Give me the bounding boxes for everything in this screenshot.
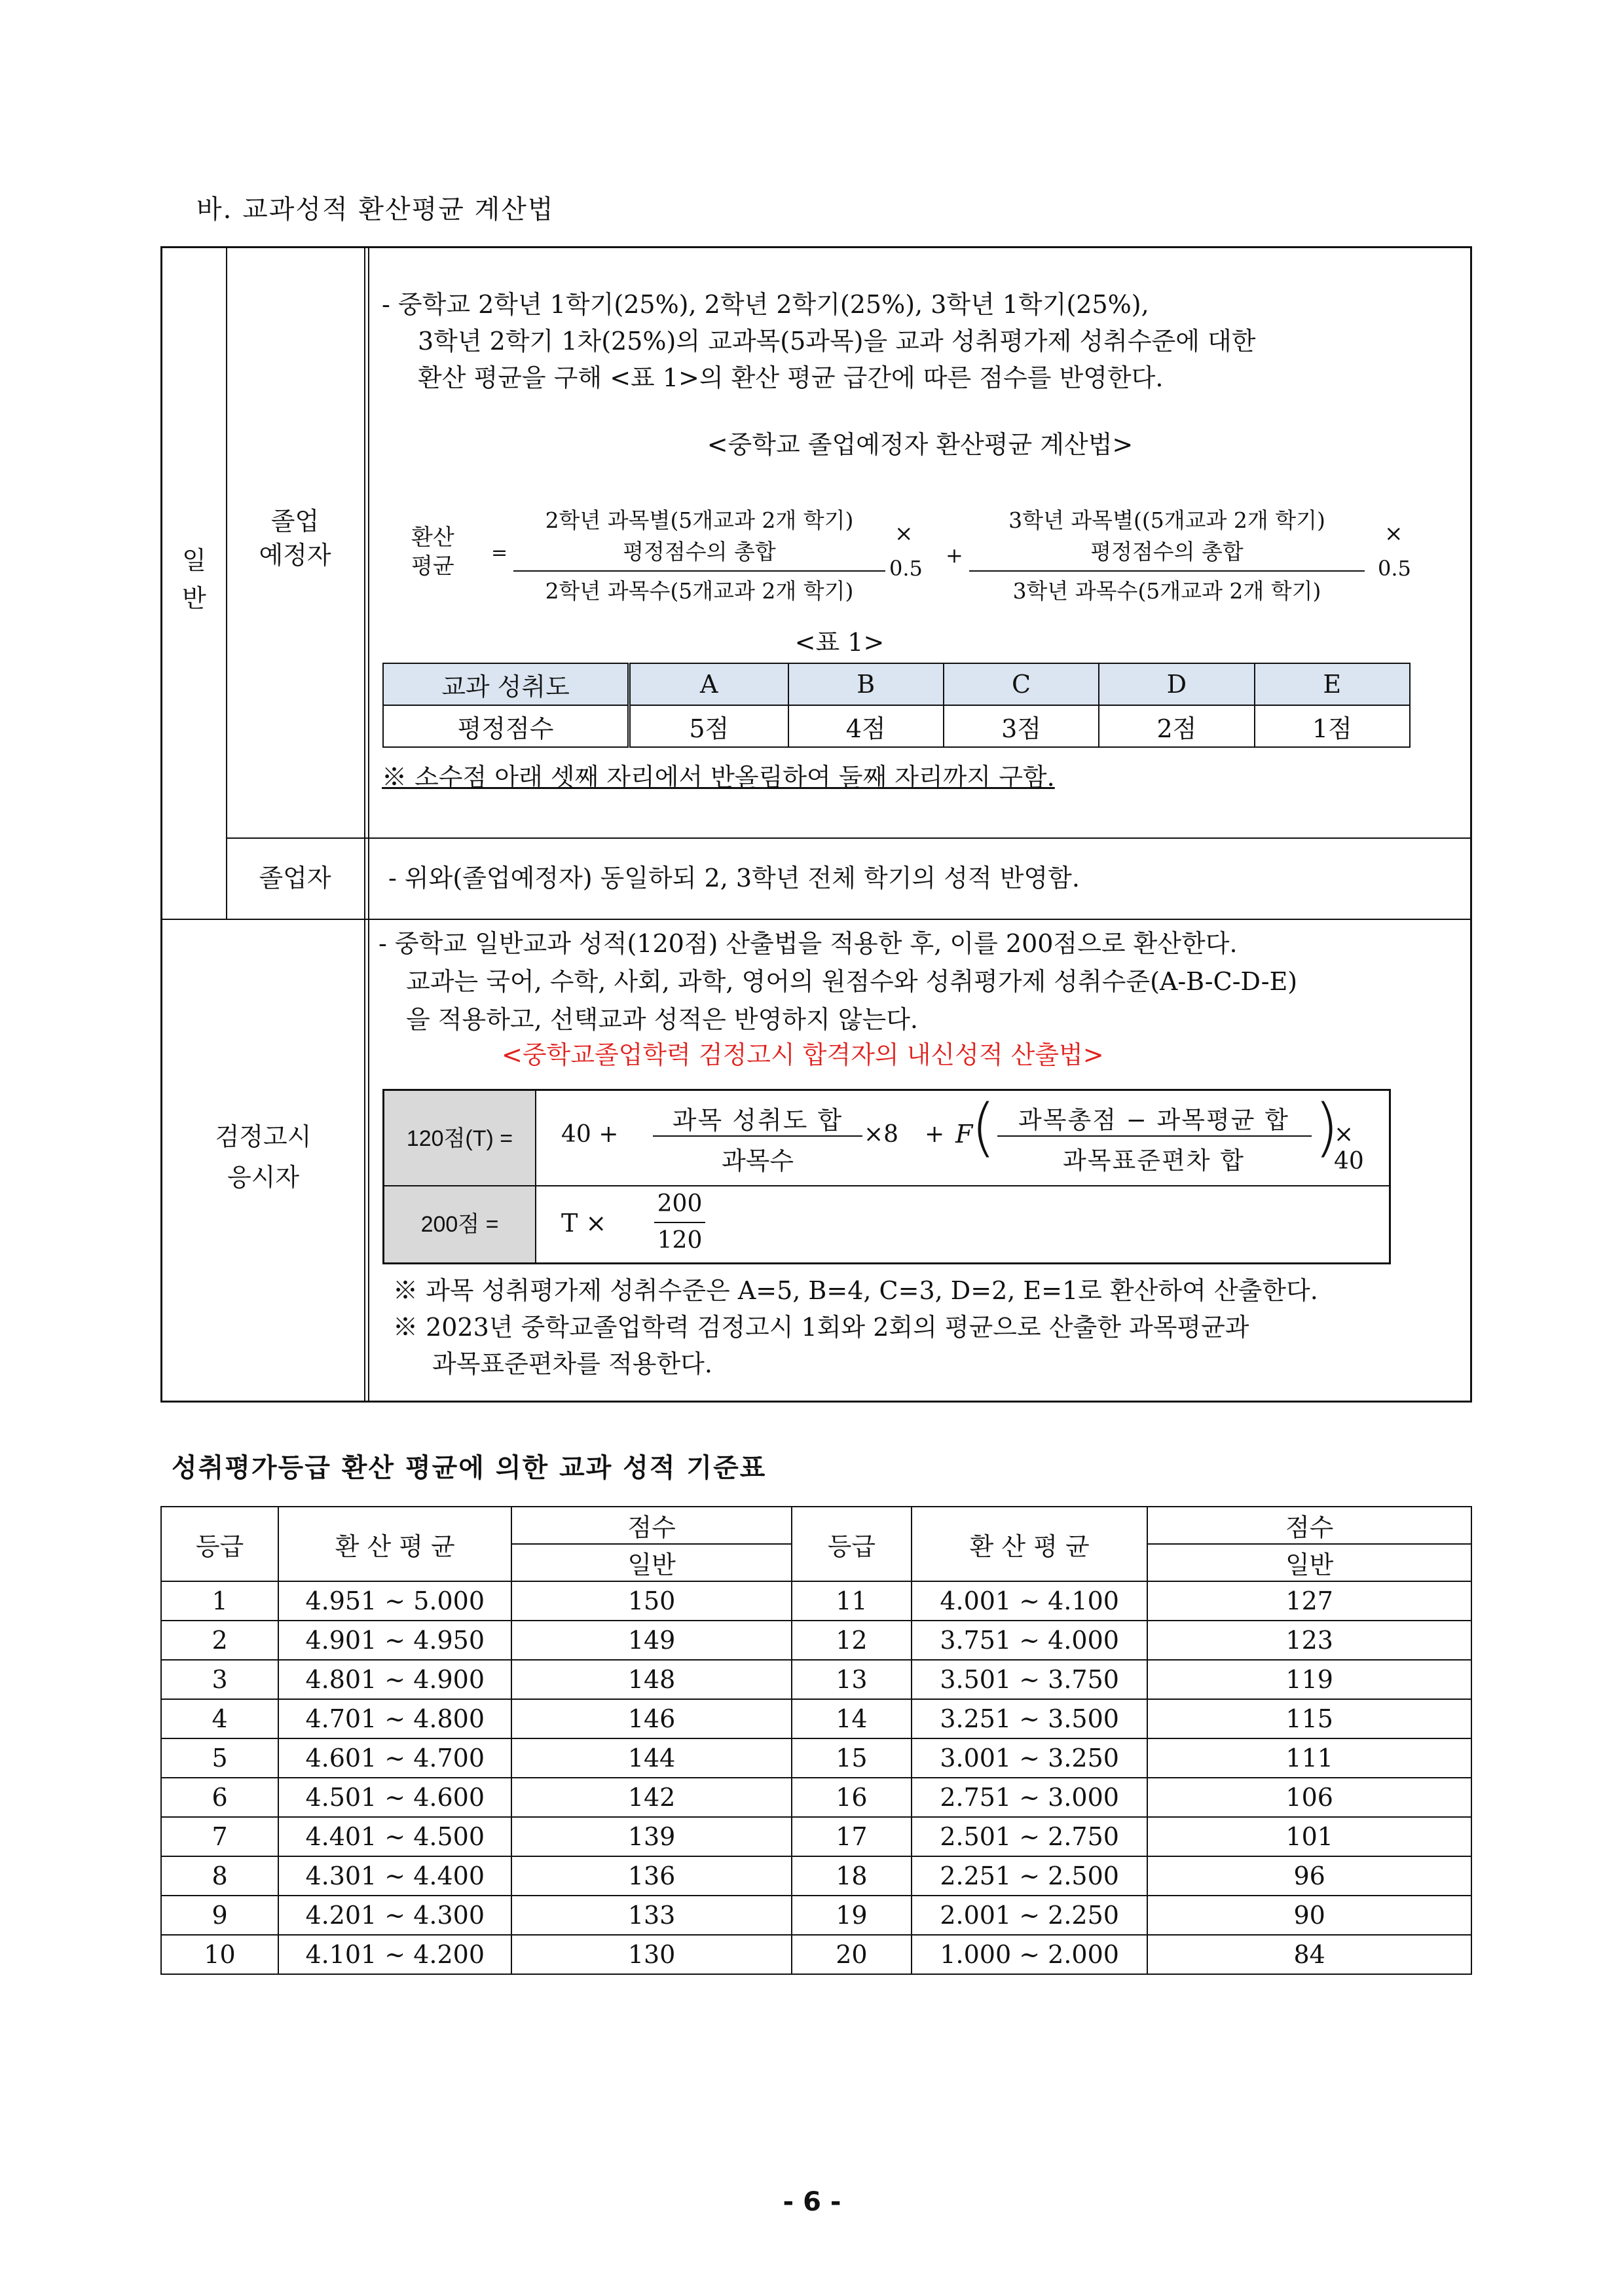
divider [226,837,1472,839]
times-sign: × [1384,521,1403,547]
table-cell: 111 [1147,1738,1471,1778]
table-cell: 12 [792,1621,912,1660]
equals-sign: = [491,542,508,564]
fraction2-numerator [969,505,1365,568]
table-row [161,1699,1471,1738]
table-row [161,1896,1471,1935]
table-cell: 4.301 ~ 4.400 [278,1856,511,1896]
table-cell: 3.501 ~ 3.750 [912,1660,1147,1699]
table-cell: 146 [511,1699,791,1738]
formula-title: <중학교 졸업예정자 환산평균 계산법> [707,430,1134,459]
table-cell: 16 [792,1778,912,1817]
table-cell: 3.251 ~ 3.500 [912,1699,1147,1738]
ged-red-title: <중학교졸업학력 검정고시 합격자의 내신성적 산출법> [502,1040,1104,1069]
table-header-row [383,663,1410,705]
header-cell: 일반 [511,1544,791,1581]
header-cell: 환 산 평 균 [912,1507,1147,1581]
table-cell: 90 [1147,1896,1471,1935]
table-cell: 101 [1147,1817,1471,1856]
f1-times40: × 40 [1334,1121,1364,1175]
header-cell: 등급 [792,1507,912,1581]
ged-note3: 과목표준편차를 적용한다. [432,1349,712,1378]
row-label-ged: 검정고시 [215,1122,312,1151]
f1-times8: ×8 [864,1121,899,1148]
divider [162,919,1472,920]
f1-numerator: 과목 성취도 합 [672,1106,843,1135]
table-cell: 4.951 ~ 5.000 [278,1581,511,1621]
table-cell: 6 [161,1778,278,1817]
table-cell: 4.701 ~ 4.800 [278,1699,511,1738]
table-cell: B [788,663,944,705]
table-row [161,1817,1471,1856]
table-row [161,1856,1471,1896]
table-cell: 127 [1147,1581,1471,1621]
table-cell: 3.751 ~ 4.000 [912,1621,1147,1660]
table-cell: 150 [511,1581,791,1621]
numerator-line: 평정점수의 총합 [623,539,776,564]
ged-line3: 을 적용하고, 선택교과 성적은 반영하지 않는다. [406,1005,919,1034]
header-cell: 점수 [1147,1507,1471,1544]
table-cell: 4.201 ~ 4.300 [278,1896,511,1935]
formula-label-200: 200점 = [384,1186,536,1262]
f2-T: T × [561,1209,607,1238]
table-row [383,705,1410,747]
table-row [161,1581,1471,1621]
f2-denominator: 120 [657,1227,703,1254]
table-cell: 142 [511,1778,791,1817]
table-cell: 2.501 ~ 2.750 [912,1817,1147,1856]
table-row [161,1738,1471,1778]
fraction-bar [653,1135,862,1137]
table-cell: 4.901 ~ 4.950 [278,1621,511,1660]
weight: 0.5 [1378,556,1411,581]
table-row [161,1621,1471,1660]
table-cell: 1점 [1255,705,1410,747]
table-cell: 3.001 ~ 3.250 [912,1738,1147,1778]
table-cell: C [944,663,1099,705]
f1-const: 40 + [561,1121,619,1148]
fraction-bar [997,1135,1312,1137]
grade-table [160,1506,1472,1975]
table-cell: 4.101 ~ 4.200 [278,1935,511,1974]
header-cell: 등급 [161,1507,278,1581]
table-cell: 148 [511,1660,791,1699]
divider [536,1185,1391,1186]
page-number: - 6 - [783,2187,841,2217]
table-cell: 17 [792,1817,912,1856]
table-cell: 144 [511,1738,791,1778]
table-cell: 15 [792,1738,912,1778]
fraction-bar [969,570,1365,572]
grade-table-title: 성취평가등급 환산 평균에 의한 교과 성적 기준표 [172,1453,767,1483]
divider [368,248,369,1401]
table-cell: 4 [161,1699,278,1738]
table-cell: 4.001 ~ 4.100 [912,1581,1147,1621]
f1-inner-numerator: 과목총점 − 과목평균 합 [1018,1106,1289,1134]
table-cell: 4.501 ~ 4.600 [278,1778,511,1817]
f1-plus: + [925,1121,945,1148]
table-cell: 20 [792,1935,912,1974]
table-caption: <표 1> [794,628,885,657]
table-cell: 2.751 ~ 3.000 [912,1778,1147,1817]
formula-label-120: 120점(T) = [384,1091,536,1186]
table-cell: 5점 [629,705,788,747]
achievement-table [382,663,1411,748]
lhs-line: 환산 [411,525,454,550]
section-heading: 바. 교과성적 환산평균 계산법 [196,194,555,225]
table-cell: 14 [792,1699,912,1738]
row-label-ged: 응시자 [227,1163,300,1192]
right-paren: ) [1314,1091,1339,1164]
table-cell: D [1099,663,1254,705]
table-cell: 평정점수 [383,705,629,747]
row-label-prospective: 졸업 [270,507,320,536]
table-cell: 9 [161,1896,278,1935]
numerator-line: 평정점수의 총합 [1090,539,1244,564]
table-cell: 2.001 ~ 2.250 [912,1896,1147,1935]
table-cell: 4점 [788,705,944,747]
fraction1-denominator: 2학년 과목수(5개교과 2개 학기) [545,578,854,604]
numerator-line: 2학년 과목별(5개교과 2개 학기) [545,507,854,533]
weight: 0.5 [889,556,923,581]
table-header-row [161,1507,1471,1544]
table-cell: 4.601 ~ 4.700 [278,1738,511,1778]
table-cell: 136 [511,1856,791,1896]
fraction1-numerator [513,505,885,568]
header-cell: 일반 [1147,1544,1471,1581]
table-cell: 119 [1147,1660,1471,1699]
table-cell: 19 [792,1896,912,1935]
table-cell: 3점 [944,705,1099,747]
prospective-line2: 3학년 2학기 1차(25%)의 교과목(5과목)을 교과 성취평가제 성취수준에 대한 [418,327,1256,356]
header-cell: 점수 [511,1507,791,1544]
table-cell: 96 [1147,1856,1471,1896]
table-row [161,1935,1471,1974]
table-cell: 149 [511,1621,791,1660]
fraction-bar [654,1222,705,1223]
category-label-char: 반 [182,584,206,613]
divider [226,248,227,920]
category-label-char: 일 [182,546,206,575]
grade-table-body [161,1581,1471,1974]
left-paren: ( [971,1091,996,1164]
times-sign: × [895,521,913,547]
divider [364,248,365,1401]
table-cell: 1 [161,1581,278,1621]
table-cell: 1.000 ~ 2.000 [912,1935,1147,1974]
table-cell: 7 [161,1817,278,1856]
row-label-graduate: 졸업자 [259,864,331,892]
rounding-note: ※ 소수점 아래 셋째 자리에서 반올림하여 둘째 자리까지 구함. [382,763,1055,792]
table-cell: 18 [792,1856,912,1896]
table-cell: 130 [511,1935,791,1974]
table-cell: 2점 [1099,705,1254,747]
ged-line1: - 중학교 일반교과 성적(120점) 산출법을 적용한 후, 이를 200점으로 환산한다. [378,929,1238,958]
f1-F: F [955,1120,973,1148]
table-cell: 교과 성취도 [383,663,629,705]
table-row [161,1660,1471,1699]
numerator-line: 3학년 과목별((5개교과 2개 학기) [1008,507,1325,533]
ged-formula-box [382,1089,1391,1264]
table-cell: 11 [792,1581,912,1621]
table-cell: A [629,663,788,705]
f1-denominator: 과목수 [721,1147,794,1175]
formula-lhs [411,523,454,581]
table-cell: 4.401 ~ 4.500 [278,1817,511,1856]
table-cell: 106 [1147,1778,1471,1817]
table-row [161,1778,1471,1817]
table-cell: 123 [1147,1621,1471,1660]
graduate-text: - 위와(졸업예정자) 동일하되 2, 3학년 전체 학기의 성적 반영함. [388,864,1080,892]
table-cell: 13 [792,1660,912,1699]
plus-sign: + [946,543,963,568]
table-cell: E [1255,663,1410,705]
ged-note1: ※ 과목 성취평가제 성취수준은 A=5, B=4, C=3, D=2, E=1로 환산하여 산출한다. [393,1276,1318,1305]
table-cell: 4.801 ~ 4.900 [278,1660,511,1699]
f2-numerator: 200 [657,1190,703,1217]
ged-note2: ※ 2023년 중학교졸업학력 검정고시 1회와 2회의 평균으로 산출한 과목평균과 [393,1313,1249,1342]
table-cell: 139 [511,1817,791,1856]
prospective-line3: 환산 평균을 구해 <표 1>의 환산 평균 급간에 따른 점수를 반영한다. [418,363,1164,392]
lhs-line: 평균 [411,554,454,579]
table-cell: 8 [161,1856,278,1896]
f1-inner-denominator: 과목표준편차 합 [1063,1147,1245,1175]
table-cell: 133 [511,1896,791,1935]
table-cell: 2 [161,1621,278,1660]
table-cell: 10 [161,1935,278,1974]
prospective-line1: - 중학교 2학년 1학기(25%), 2학년 2학기(25%), 3학년 1학기(25%), [382,290,1149,319]
ged-line2: 교과는 국어, 수학, 사회, 과학, 영어의 원점수와 성취평가제 성취수준(A-B-C-D-E) [406,967,1298,996]
table-cell: 5 [161,1738,278,1778]
fraction2-denominator: 3학년 과목수(5개교과 2개 학기) [1012,578,1321,604]
header-cell: 환 산 평 균 [278,1507,511,1581]
fraction-bar [513,570,885,572]
row-label-prospective: 예정자 [259,541,331,570]
table-cell: 2.251 ~ 2.500 [912,1856,1147,1896]
table-cell: 3 [161,1660,278,1699]
calculation-method-box [160,246,1472,1403]
table-cell: 115 [1147,1699,1471,1738]
table-cell: 84 [1147,1935,1471,1974]
